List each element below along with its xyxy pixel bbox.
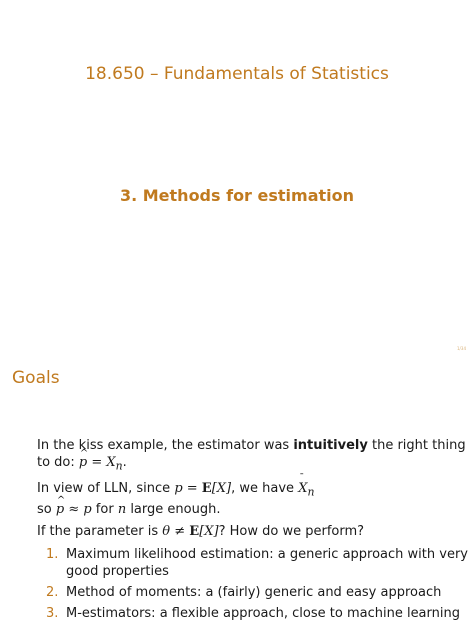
goals-slide [0,356,474,632]
math-approx: ^ p ≈ p [56,501,92,518]
paragraph-line [37,523,457,540]
math-subscript: n [115,459,123,473]
section-title: 3. Methods for estimation [119,186,355,205]
text: . [122,455,127,470]
math-theta-neq: θ ≠ [162,524,190,539]
text: , we have [231,481,299,496]
text: for [91,501,118,517]
math-sample-mean: ¯ X [298,480,307,497]
list-item-text: Method of moments: a (fairly) generic and easy approach [66,585,442,600]
goals-list [46,546,466,626]
list-item-text: M-estimators: a flexible approach, close to machine learning [66,606,460,621]
list-number: 3. [46,606,59,621]
paragraph-lln [37,480,457,518]
paragraph-parameter-question [37,523,457,540]
math-subscript: n [307,485,315,499]
math-expectation-arg: [X] [199,524,219,539]
math-n: n [117,501,127,517]
text: large enough. [126,501,221,517]
paragraph-line [37,437,466,454]
paragraph-line [37,480,457,501]
math-expectation: E [201,481,212,496]
list-number: 2. [46,585,59,600]
paragraph-kiss-example [37,437,466,475]
text: the right thing [367,438,466,453]
text: In the kiss example, the estimator was [37,438,294,453]
list-item-text-continued: good properties [66,564,169,579]
text: so [37,501,56,517]
slide-heading: Goals [12,368,60,388]
list-item [46,605,466,622]
math-expectation: E [189,524,200,539]
math-p-equals: p = [174,481,202,496]
emphasis: intuitively [293,438,368,453]
course-title: 18.650 – Fundamentals of Statistics [85,64,389,84]
text: In view of LLN, since [37,481,175,496]
list-number: 1. [46,547,59,562]
text: If the parameter is [37,524,163,539]
page-number: 1/34 [457,346,466,351]
math-expectation-arg: [X] [211,481,232,496]
list-item-text: Maximum likelihood estimation: a generic approach with very [66,547,468,562]
math-estimator: ^ p = X [79,454,116,471]
list-item [46,546,466,580]
text: to do: [37,455,79,470]
list-item [46,584,466,601]
paragraph-line [37,501,457,518]
paragraph-line [37,454,457,475]
text: ? How do we perform? [218,524,365,539]
